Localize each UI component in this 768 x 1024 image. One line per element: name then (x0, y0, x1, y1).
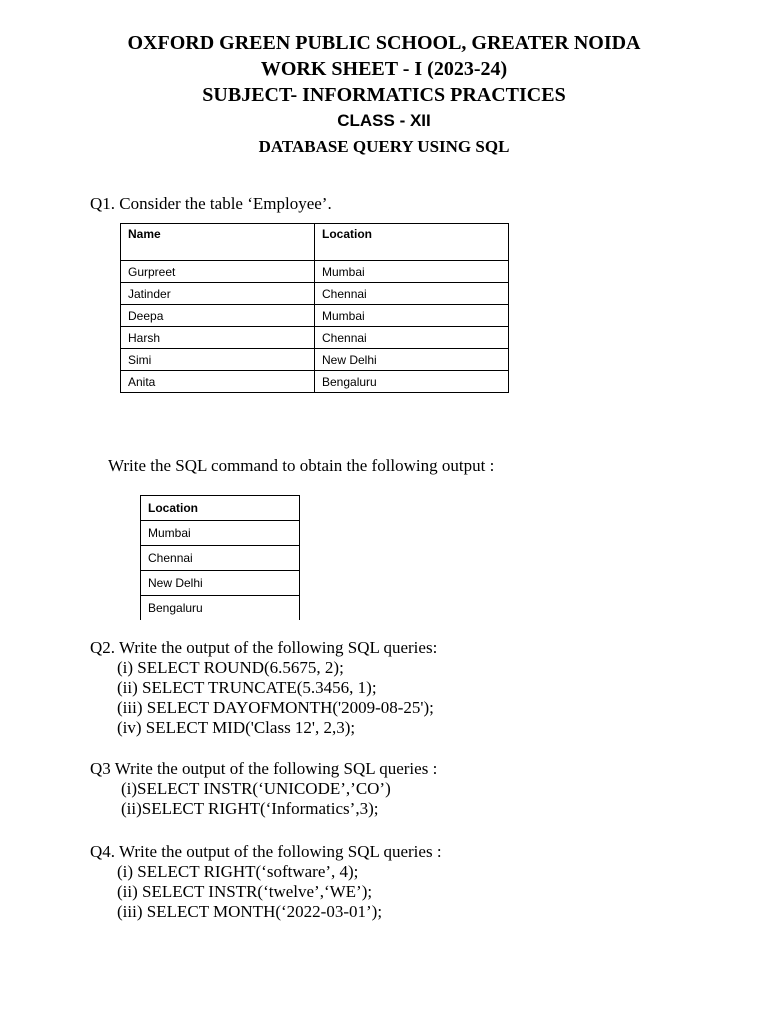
q3-item: (ii)SELECT RIGHT(‘Informatics’,3); (121, 799, 379, 818)
table-row (121, 327, 509, 349)
q3-block (90, 759, 437, 819)
q2-item: (iii) SELECT DAYOFMONTH('2009-08-25'); (117, 698, 434, 717)
cell-location: Mumbai (315, 305, 509, 327)
table-row (141, 596, 300, 621)
cell-name: Jatinder (121, 283, 315, 305)
table-row (121, 305, 509, 327)
worksheet-header (0, 30, 768, 160)
cell-location: Bengaluru (315, 371, 509, 393)
table-row (121, 261, 509, 283)
cell-location: Chennai (315, 283, 509, 305)
cell-name: Gurpreet (121, 261, 315, 283)
cell-name: Deepa (121, 305, 315, 327)
q4-title: Q4. Write the output of the following SQL queries : (90, 842, 442, 861)
q2-title: Q2. Write the output of the following SQL queries: (90, 638, 438, 657)
q2-item: (i) SELECT ROUND(6.5675, 2); (117, 658, 344, 677)
column-header-location: Location (315, 224, 509, 261)
subject-title: SUBJECT- INFORMATICS PRACTICES (202, 84, 566, 106)
school-name: OXFORD GREEN PUBLIC SCHOOL, GREATER NOIDA (127, 32, 641, 54)
cell-location: Bengaluru (141, 596, 300, 621)
cell-name: Anita (121, 371, 315, 393)
table-row (121, 349, 509, 371)
cell-name: Simi (121, 349, 315, 371)
cell-location: New Delhi (141, 571, 300, 596)
table-row (141, 521, 300, 546)
employee-table (120, 223, 509, 393)
cell-location: Mumbai (315, 261, 509, 283)
topic-title: DATABASE QUERY USING SQL (258, 137, 510, 156)
cell-location: Chennai (141, 546, 300, 571)
table-row (121, 371, 509, 393)
column-header-location: Location (141, 496, 300, 521)
table-row (141, 546, 300, 571)
q4-item: (i) SELECT RIGHT(‘software’, 4); (117, 862, 359, 881)
cell-name: Harsh (121, 327, 315, 349)
class-title: CLASS - XII (337, 111, 431, 130)
q2-block (90, 638, 437, 738)
q4-item: (ii) SELECT INSTR(‘twelve’,‘WE’); (117, 882, 373, 901)
cell-location: Mumbai (141, 521, 300, 546)
q4-item: (iii) SELECT MONTH(‘2022-03-01’); (117, 902, 383, 921)
column-header-name: Name (121, 224, 315, 261)
q4-block (90, 842, 442, 922)
q2-item: (ii) SELECT TRUNCATE(5.3456, 1); (117, 678, 377, 697)
table-header-row (141, 496, 300, 521)
table-header-row (121, 224, 509, 261)
cell-location: Chennai (315, 327, 509, 349)
worksheet-title: WORK SHEET - I (2023-24) (260, 58, 508, 80)
table-row (141, 571, 300, 596)
output-table (140, 495, 300, 620)
cell-location: New Delhi (315, 349, 509, 371)
table-row (121, 283, 509, 305)
q2-item: (iv) SELECT MID('Class 12', 2,3); (117, 718, 356, 737)
q3-item: (i)SELECT INSTR(‘UNICODE’,’CO’) (121, 779, 391, 798)
q1-instruction: Write the SQL command to obtain the following output : (108, 456, 495, 475)
q3-title: Q3 Write the output of the following SQL queries : (90, 759, 438, 778)
q1-question: Q1. Consider the table ‘Employee’. (90, 194, 332, 213)
